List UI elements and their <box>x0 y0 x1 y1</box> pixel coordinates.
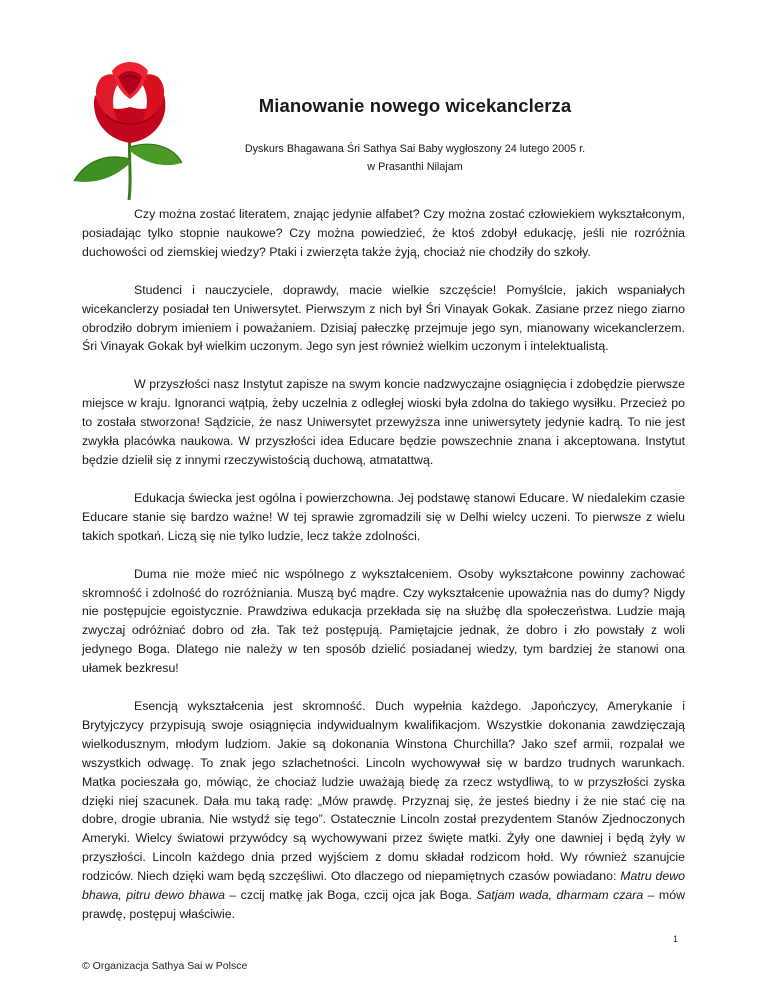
sanskrit-phrase-2: Satjam wada, dharmam czara <box>476 888 644 903</box>
subtitle-line-1: Dyskurs Bhagawana Śri Sathya Sai Baby wygłoszony 24 lutego 2005 r. <box>244 143 586 155</box>
paragraph: Studenci i nauczyciele, doprawdy, macie wielkie szczęście! Pomyślcie, jakich wspaniałych wicekanclerzy posiadał ten Uniwersytet. Pierwszym z nich był Śri Vinayak Gokak. Zasiane przez niego ziarno obrodziło dobrym imieniem i poważaniem. Dzisiaj pałeczkę przejmuje jego syn, mianowany wicekanclerzem. Śri Vinayak Gokak był wielkim uczonym. Jego syn jest również wielkim uczonym i intelektualistą. <box>82 282 685 354</box>
paragraph: W przyszłości nasz Instytut zapisze na swym koncie nadzwyczajne osiągnięcia i zdobędzie pierwsze miejsce w kraju. Ignoranci wątpią, żeby uczelnia z odległej wioski była zdolna do takiego wysiłku. Przecież po to została stworzona! Sądzicie, że nasz Uniwersytet przewyższa inne uniwersytety jedynie kadrą. To nie jest zwykła placówka naukowa. W przyszłości idea Educare będzie powszechnie znana i akceptowana. Instytut będzie dzielił się z innymi rzeczywistością duchową, atmatattwą. <box>82 377 685 467</box>
paragraph: Edukacja świecka jest ogólna i powierzchowna. Jej podstawę stanowi Educare. W niedalekim czasie Educare stanie się bardzo ważne! W tej sprawie zgromadzili się w Delhi wielcy uczeni. To pierwsze z wielu takich spotkań. Liczą się nie tylko ludzie, lecz także zdolności. <box>82 490 685 543</box>
paragraph: Duma nie może mieć nic wspólnego z wykształceniem. Osoby wykształcone powinny zachować skromność i zdolność do rozróżniania. Muszą być mądre. Czy wykształcenie upoważnia nas do dumy? Nigdy nie postępujcie egoistycznie. Prawdziwa edukacja przekłada się na służbę dla społeczeństwa. Ludzie mają zwyczaj odróżniać dobro od zła. Tak też postępują. Pamiętajcie jednak, że dobro i zło powstały z woli jedynego Boga. Dlatego nie należy w ten sposób dzielić posiadanej wiedzy, tym bardziej że stanowi ona ułamek bezkresu! <box>82 566 685 676</box>
page-number: 1 <box>672 934 678 944</box>
footer-copyright: © Organizacja Sathya Sai w Polsce <box>82 960 248 972</box>
paragraph-last <box>82 697 685 924</box>
paragraph-last-text: Esencją wykształcenia jest skromność. Duch wypełnia każdego. Japończycy, Amerykanie i Brytyjczycy przypisują swoje osiągnięcia indywidualnym kwalifikacjom. Wszystkie dokonania zawdzięczają wielkodusznym, młodym ludziom. Jakie są dokonania Winstona Churchilla? Jako szef armii, rozpalał we wszystkich odwagę. To znak jego szlachetności. Lincoln wychowywał się w bardzo trudnych warunkach. Matka pocieszała go, mówiąc, że chociaż ludzie uważają biedę za rzecz wstydliwą, to w przyszłości zyska dzięki niej szacunek. Dała mu taką radę: „Mów prawdę. Przyznaj się, że jesteś biedny i że nie stać cię na dobre, drogie ubrania. Nie wstydź się tego”. Ostatecznie Lincoln został prezydentem Stanów Zjednoczonych Ameryki. Wielcy światowi przywódcy są wychowywani przez święte matki. Żyły one dawniej i będą żyły w przyszłości. Lincoln każdego dnia przed wyjściem z domu składał rodzicom hołd. Wy również szanujcie rodziców. Niech dzięki wam będą szczęśliwi. Oto dlaczego od niepamiętnych czasów powiadano: <box>82 699 685 884</box>
translation-2: – mów prawdę, postępuj właściwie. <box>82 888 685 921</box>
subtitle-line-2: w Prasanthi Nilajam <box>367 161 463 173</box>
page-title: Mianowanie nowego wicekanclerza <box>258 95 572 116</box>
red-rose-icon <box>60 55 200 200</box>
paragraph: Czy można zostać literatem, znając jedynie alfabet? Czy można zostać człowiekiem wykształconym, posiadając tylko stopnie naukowe? Czy można powiedzieć, że ktoś zdobył edukację, jeśli nie rozróżnia duchowości od ziemskiej wiedzy? Ptaki i zwierzęta także żyją, chociaż nie chodziły do szkoły. <box>82 207 685 259</box>
document-body <box>82 205 685 943</box>
subtitle <box>200 140 630 176</box>
sanskrit-phrase-1: Matru dewo bhawa, pitru dewo bhawa <box>82 869 686 903</box>
translation-1: – czcij matkę jak Boga, czcij ojca jak Boga. <box>224 888 477 903</box>
